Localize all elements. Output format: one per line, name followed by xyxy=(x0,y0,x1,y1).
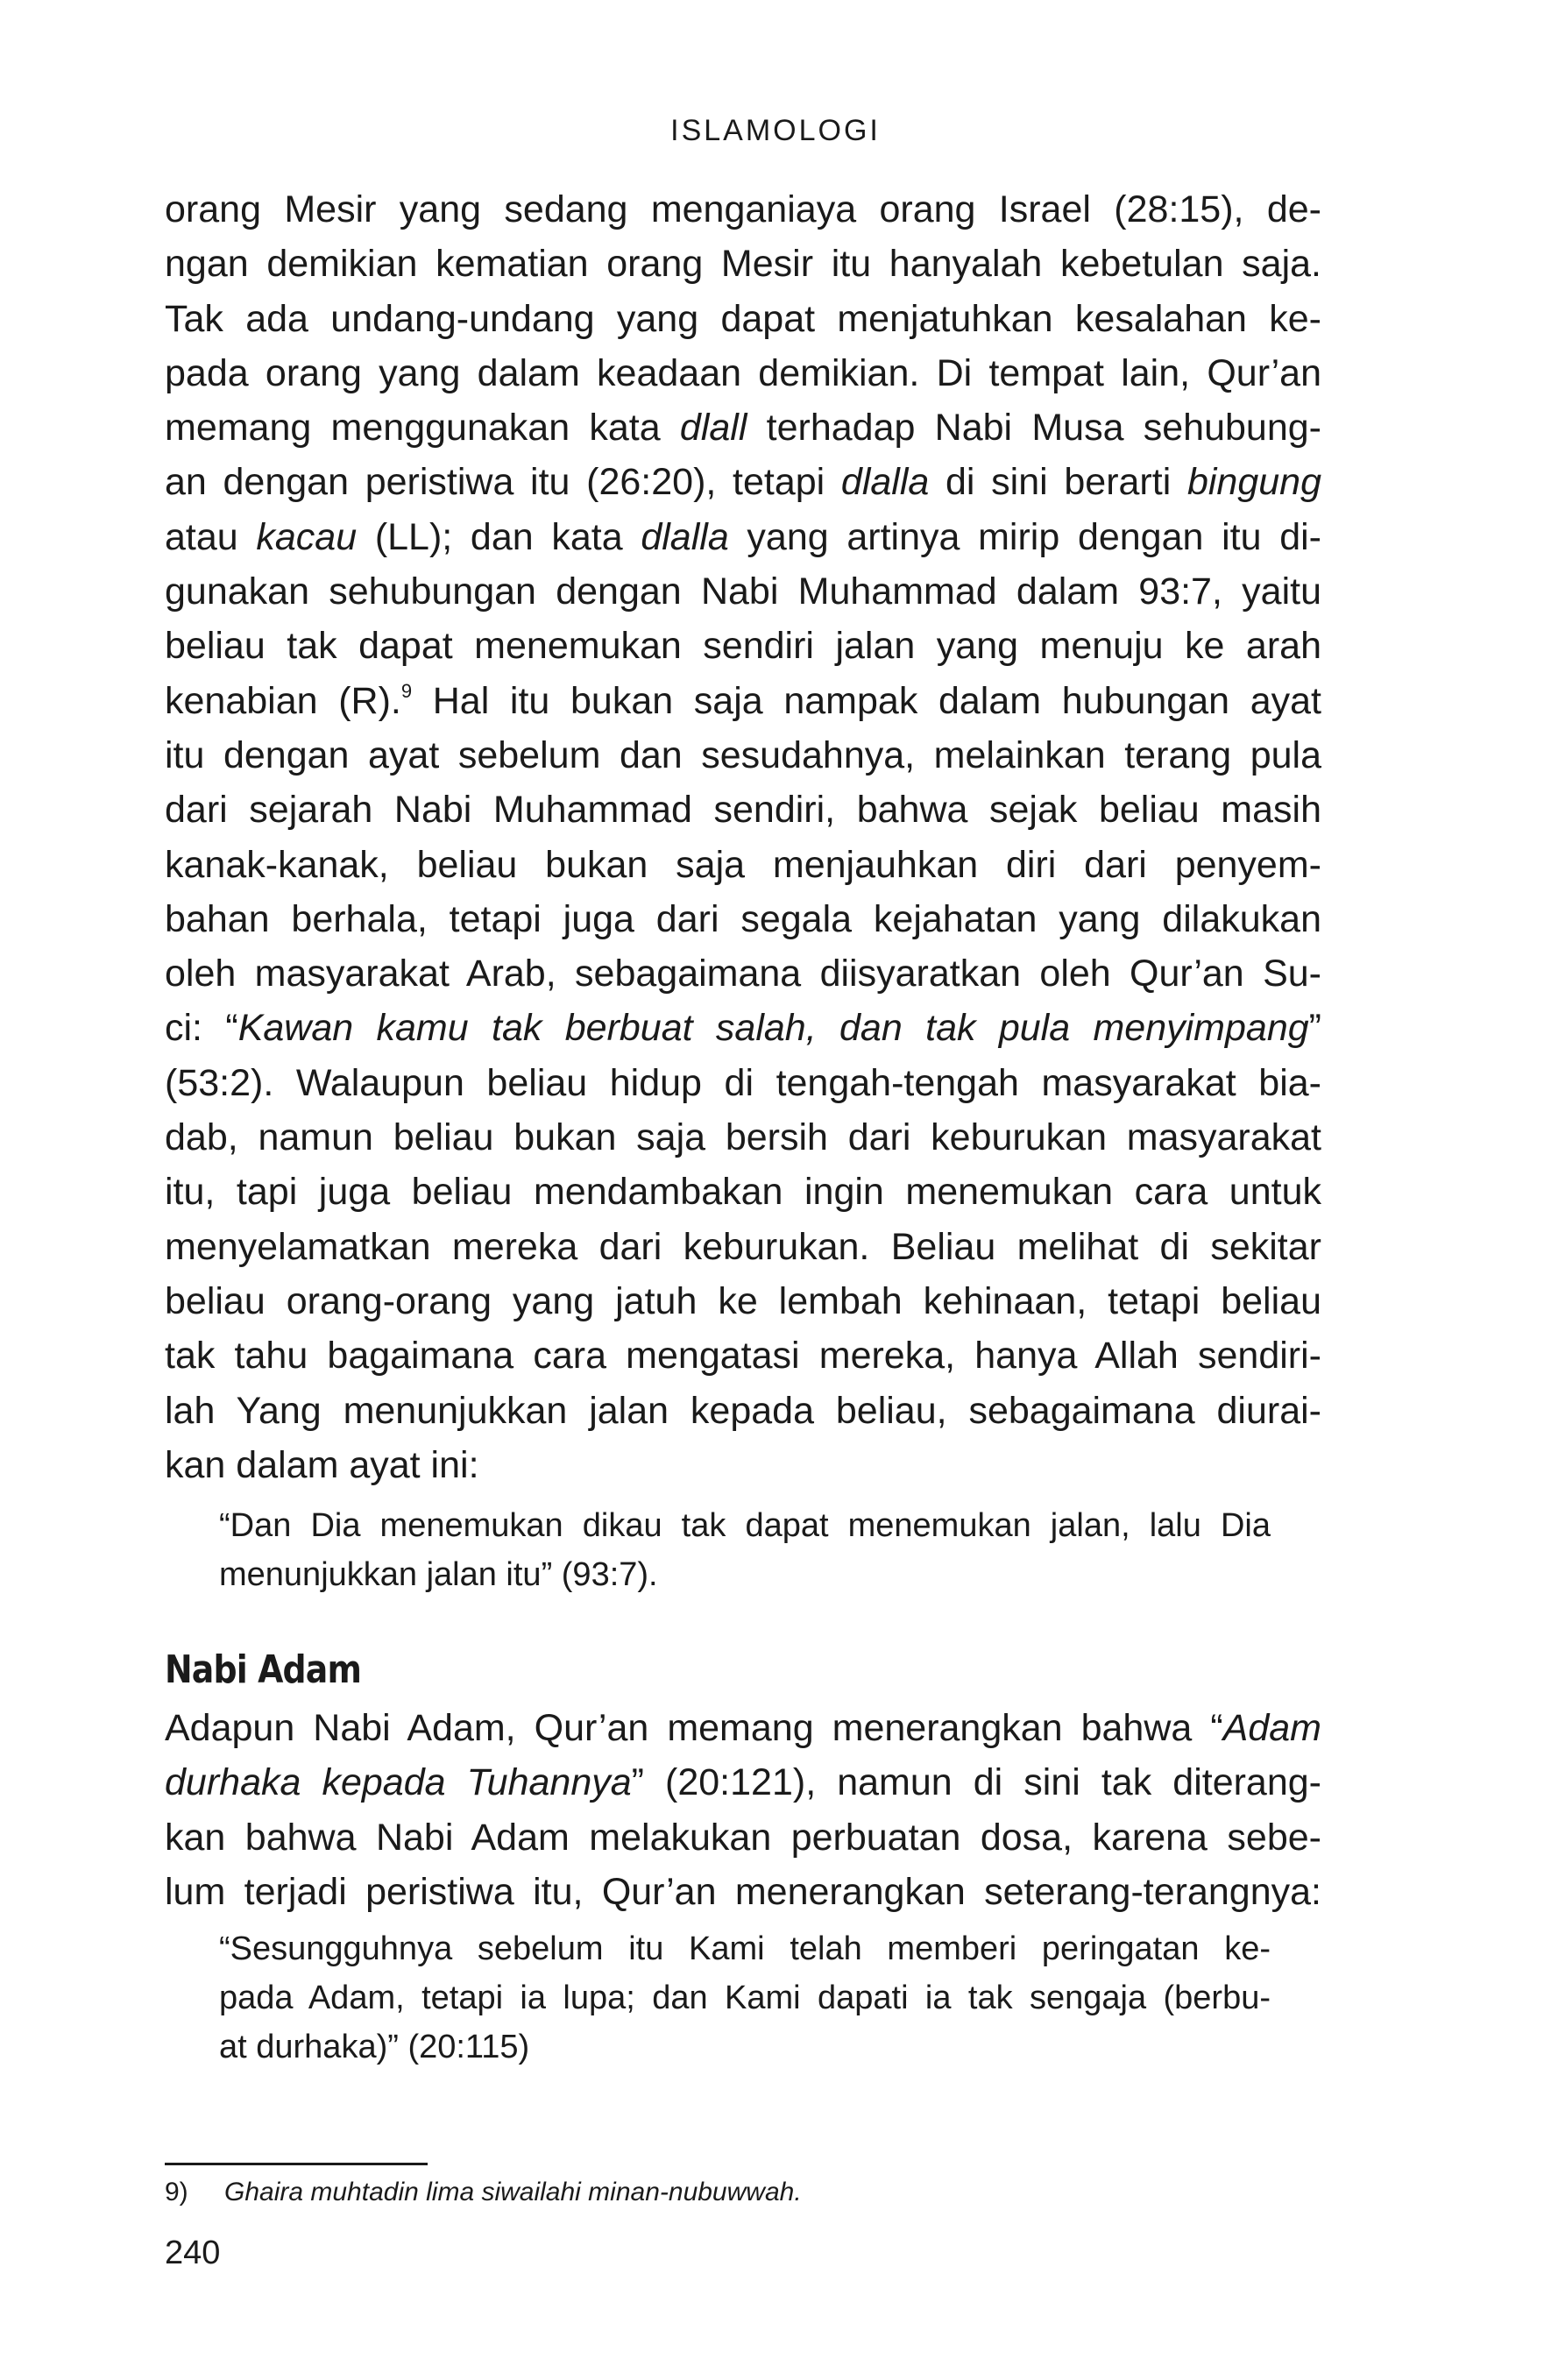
italic-quote: durhaka kepada Tuhannya xyxy=(165,1761,632,1804)
text-line: ci: “Kawan kamu tak berbuat salah, dan tak pula menyimpang” xyxy=(165,1007,1321,1050)
page-number: 240 xyxy=(165,2235,221,2271)
italic-term: kacau xyxy=(256,515,358,558)
footnote-number: 9) xyxy=(165,2178,188,2206)
section-heading: Nabi Adam xyxy=(165,1647,362,1693)
italic-term: dlall xyxy=(679,407,747,450)
footnote xyxy=(165,2175,802,2210)
text-line: beliau tak dapat menemukan sendiri jalan yang menuju ke arah xyxy=(165,625,1321,668)
text-line: an dengan peristiwa itu (26:20), tetapi dlalla di sini berarti bingung xyxy=(165,461,1321,504)
text-line: itu, tapi juga beliau mendambakan ingin menemukan cara untuk xyxy=(165,1171,1321,1214)
text-line: kan bahwa Nabi Adam melakukan perbuatan dosa, karena sebe- xyxy=(165,1816,1321,1859)
text-line: dari sejarah Nabi Muhammad sendiri, bahwa sejak beliau masih xyxy=(165,789,1321,832)
quote-line: “Dan Dia menemukan dikau tak dapat menemukan jalan, lalu Dia xyxy=(219,1507,1271,1545)
text-line: kan dalam ayat ini: xyxy=(165,1443,479,1486)
italic-term: dlalla xyxy=(840,461,930,504)
text-line: memang menggunakan kata dlall terhadap Nabi Musa sehubung- xyxy=(165,407,1321,450)
italic-quote: Adam xyxy=(1222,1707,1321,1750)
italic-term: bingung xyxy=(1186,461,1321,504)
italic-term: dlalla xyxy=(641,515,729,558)
block-quote xyxy=(165,1924,1271,2072)
footnote-marker[interactable]: 9 xyxy=(400,679,413,702)
text-line: tak tahu bagaimana cara mengatasi mereka, hanya Allah sendiri- xyxy=(165,1335,1321,1378)
running-header: ISLAMOLOGI xyxy=(670,114,881,147)
text-line: kenabian (R).$^9$ Hal itu bukan saja nampak dalam hubungan ayat xyxy=(165,679,1321,722)
text-line: gunakan sehubungan dengan Nabi Muhammad dalam 93:7, yaitu xyxy=(165,570,1321,613)
footnote-text: Ghaira muhtadin lima siwailahi minan-nubuwwah. xyxy=(224,2178,802,2206)
text-line: bahan berhala, tetapi juga dari segala kejahatan yang dilakukan xyxy=(165,897,1321,940)
text-line: itu dengan ayat sebelum dan sesudahnya, melainkan terang pula xyxy=(165,733,1321,776)
text-line: dab, namun beliau bukan saja bersih dari keburukan masyarakat xyxy=(165,1116,1321,1159)
main-text xyxy=(165,182,1321,2072)
quote-line: pada Adam, tetapi ia lupa; dan Kami dapati ia tak sengaja (berbu- xyxy=(219,1980,1271,2017)
italic-quote: Kawan kamu tak berbuat salah, dan tak pula menyimpang xyxy=(237,1007,1309,1050)
text-line: durhaka kepada Tuhannya” (20:121), namun di sini tak diterang- xyxy=(165,1761,1321,1804)
text-line: beliau orang-orang yang jatuh ke lembah kehinaan, tetapi beliau xyxy=(165,1279,1321,1322)
text-line: pada orang yang dalam keadaan demikian. Di tempat lain, Qur’an xyxy=(165,351,1321,394)
quote-line: menunjukkan jalan itu” (93:7). xyxy=(219,1556,658,1594)
text-line: lum terjadi peristiwa itu, Qur’an menerangkan seterang-terangnya: xyxy=(165,1871,1321,1914)
quote-line: at durhaka)” (20:115) xyxy=(219,2029,530,2066)
text-line: Adapun Nabi Adam, Qur’an memang menerangkan bahwa “Adam xyxy=(165,1707,1321,1750)
text-line: kanak-kanak, beliau bukan saja menjauhkan diri dari penyem- xyxy=(165,843,1321,886)
text-line: (53:2). Walaupun beliau hidup di tengah-tengah masyarakat bia- xyxy=(165,1061,1321,1104)
text-line: atau kacau (LL); dan kata dlalla yang artinya mirip dengan itu di- xyxy=(165,515,1322,558)
block-quote xyxy=(165,1501,1271,1599)
footnote-divider xyxy=(165,2163,428,2165)
text-line: ngan demikian kematian orang Mesir itu hanyalah kebetulan saja. xyxy=(165,243,1321,286)
text-line: lah Yang menunjukkan jalan kepada beliau, sebagaimana diurai- xyxy=(165,1389,1321,1432)
text-line: orang Mesir yang sedang menganiaya orang Israel (28:15), de- xyxy=(165,188,1321,230)
text-line: Tak ada undang-undang yang dapat menjatuhkan kesalahan ke- xyxy=(165,297,1321,340)
text-line: menyelamatkan mereka dari keburukan. Beliau melihat di sekitar xyxy=(165,1225,1321,1268)
text-line: oleh masyarakat Arab, sebagaimana diisyaratkan oleh Qur’an Su- xyxy=(165,953,1321,995)
quote-line: “Sesungguhnya sebelum itu Kami telah memberi peringatan ke- xyxy=(219,1930,1271,1968)
